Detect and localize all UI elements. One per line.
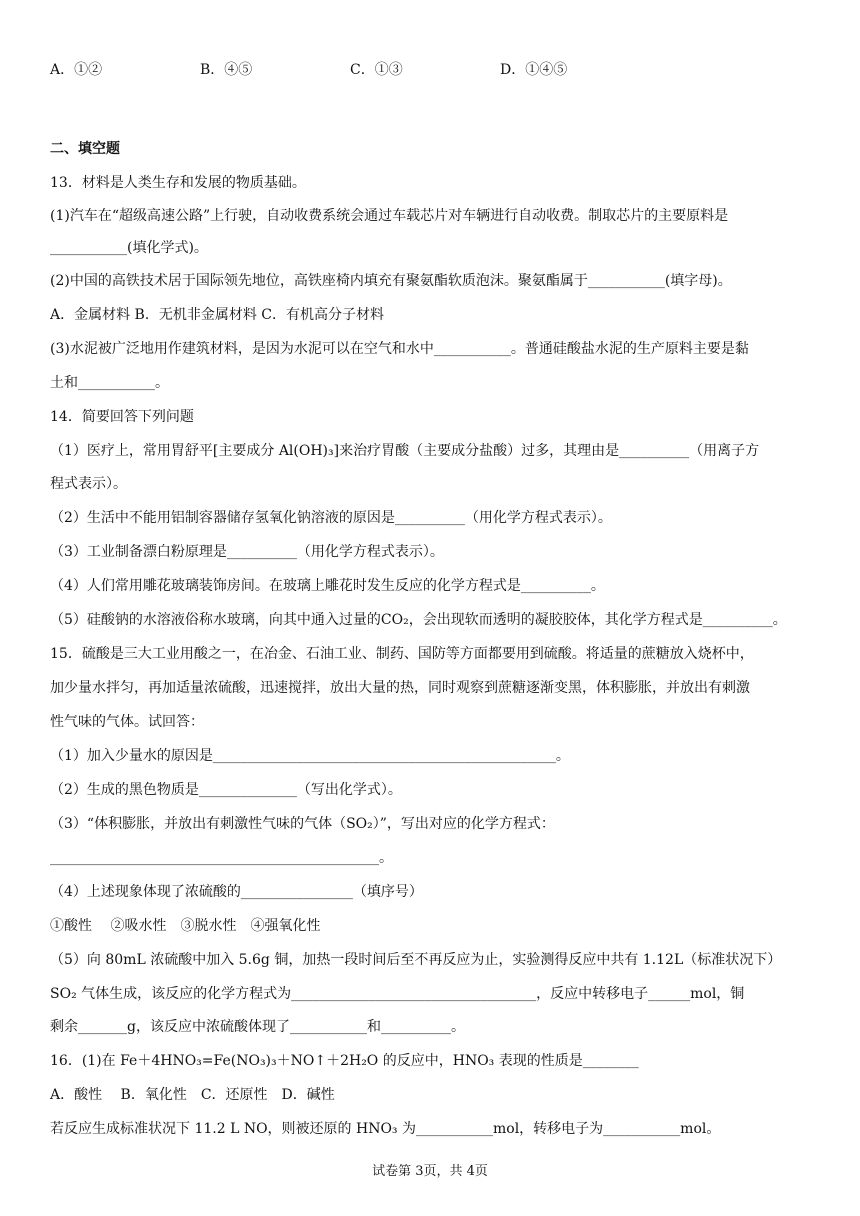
question-line: （3）工业制备漂白粉原理是__________（用化学方程式表示）。 (50, 544, 444, 560)
question-line: SO₂ 气体生成，该反应的化学方程式为___________________________________，反应中转移电子______mol，铜 (50, 986, 745, 1002)
question-line: 若反应生成标准状况下 11.2 L NO，则被还原的 HNO₃ 为___________mol，转移电子为___________mol。 (50, 1121, 721, 1137)
question-line: （5）向 80mL 浓硫酸中加入 5.6g 铜，加热一段时间后至不再反应为止，实验测得反应中共有 1.12L（标准状况下） (50, 952, 782, 968)
question-line: 剩余_______g，该反应中浓硫酸体现了___________和__________。 (50, 1019, 465, 1035)
question-line: ___________(填化学式)。 (50, 240, 208, 256)
question-line: _______________________________________________。 (50, 850, 393, 866)
question-line: （4）人们常用雕花玻璃装饰房间。在玻璃上雕花时发生反应的化学方程式是__________。 (50, 578, 605, 594)
section-heading: 二、填空题 (50, 141, 120, 157)
question-line: 14．简要回答下列问题 (50, 409, 194, 425)
question-line: （3）“体积膨胀，并放出有刺激性气味的气体（SO₂）”，写出对应的化学方程式： (50, 816, 555, 832)
question-line: 15．硫酸是三大工业用酸之一，在冶金、石油工业、制药、国防等方面都要用到硫酸。将适量的蔗糖放入烧杯中， (50, 646, 754, 662)
question-line: （4）上述现象体现了浓硫酸的________________（填序号） (50, 884, 423, 900)
question-line: 13．材料是人类生存和发展的物质基础。 (50, 175, 306, 191)
question-line: （1）加入少量水的原因是_________________________________________________。 (50, 748, 570, 764)
question-line: 加少量水拌匀，再加适量浓硫酸，迅速搅拌，放出大量的热，同时观察到蔗糖逐渐变黑，体积膨胀，并放出有刺激 (50, 680, 750, 696)
question-line: 16．(1)在 Fe＋4HNO₃=Fe(NO₃)₃＋NO↑＋2H₂O 的反应中，HNO₃ 表现的性质是________ (50, 1053, 639, 1069)
question-line: 程式表示）。 (50, 476, 127, 492)
option-d: D．①④⑤ (500, 62, 568, 78)
option-a: A．①② (50, 62, 103, 78)
page-footer: 试卷第 3页，共 4页 (372, 1164, 488, 1179)
question-line: （5）硅酸钠的水溶液俗称水玻璃，向其中通入过量的CO₂，会出现软而透明的凝胶胶体，其化学方程式是__________。 (50, 612, 787, 628)
question-line: （2）生成的黑色物质是______________（写出化学式）。 (50, 782, 402, 798)
question-line: (1)汽车在“超级高速公路”上行驶，自动收费系统会通过车载芯片对车辆进行自动收费。制取芯片的主要原料是 (50, 208, 729, 224)
question-line: A．酸性 B．氧化性 C．还原性 D．碱性 (50, 1087, 335, 1103)
question-line: 性气味的气体。试回答： (50, 714, 204, 730)
question-line: 土和___________。 (50, 375, 169, 391)
question-line: (2)中国的高铁技术居于国际领先地位，高铁座椅内填充有聚氨酯软质泡沫。聚氨酯属于___________(填字母)。 (50, 273, 732, 289)
question-line: ①酸性 ②吸水性 ③脱水性 ④强氧化性 (50, 918, 321, 934)
question-line: （2）生活中不能用铝制容器储存氢氧化钠溶液的原因是__________（用化学方程式表示）。 (50, 510, 612, 526)
question-line: A．金属材料 B．无机非金属材料 C．有机高分子材料 (50, 307, 385, 323)
option-b: B．④⑤ (200, 62, 253, 78)
question-line: （1）医疗上，常用胃舒平[主要成分 Al(OH)₃]来治疗胃酸（主要成分盐酸）过多，其理由是__________（用离子方 (50, 443, 760, 459)
option-c: C．①③ (350, 62, 403, 78)
question-line: (3)水泥被广泛地用作建筑材料，是因为水泥可以在空气和水中___________。普通硅酸盐水泥的生产原料主要是黏 (50, 341, 749, 357)
